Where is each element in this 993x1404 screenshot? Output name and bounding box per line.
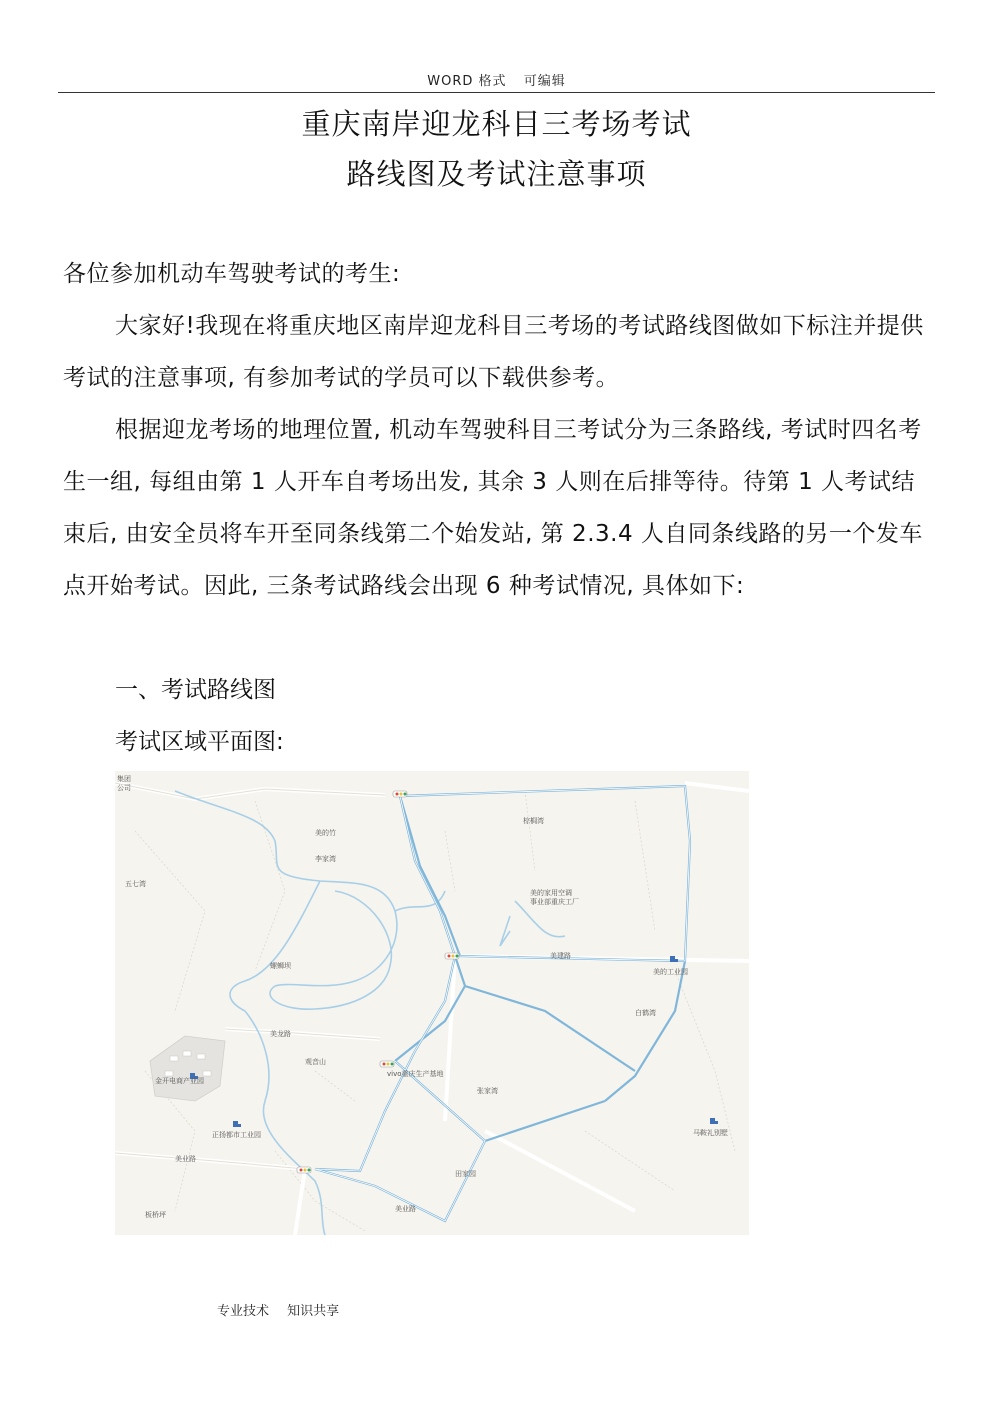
header-divider [58,92,935,93]
header-format-label: WORD 格式 [427,74,507,89]
map-label: 美的工业园 [653,968,688,976]
traffic-light-icon [380,1061,394,1067]
section-heading-area-plan: 考试区域平面图: [115,729,284,755]
map-label: 李家湾 [315,855,336,863]
header-edit-label: 可编辑 [523,74,566,89]
section-heading-route-map: 一、考试路线图 [115,677,276,703]
footer-right-text: 知识共享 [287,1304,340,1319]
greeting-text: 各位参加机动车驾驶考试的考生: [63,261,401,287]
map-label: 棕榈湾 [523,817,544,825]
map-label: 张家湾 [477,1087,498,1095]
map-label: 集团 [117,775,131,783]
map-label: 金开电商产业园 [155,1077,204,1085]
map-label: 观音山 [305,1058,326,1066]
exam-area-map [115,771,749,1235]
map-label: 板桥坪 [145,1211,166,1219]
map-label: 田家园 [455,1170,476,1178]
map-label: 美业路 [395,1205,416,1213]
route-description-paragraph: 根据迎龙考场的地理位置, 机动车驾驶科目三考试分为三条路线, 考试时四名考生一组, 每组由第 1 人开车自考场出发, 其余 3 人则在后排等待。待第 1 人考试结束后, 由安全员将车开至同条线第二个始发站, 第 2.3.4 人自同条线路的另一个发车点开始考试。因此, 三条考试路线会出现 6 种考试情况, 具体如下: [63,417,923,599]
map-label: 正扬都市工业园 [212,1131,261,1139]
map-label: 公司 [117,784,131,792]
map-label: 螺蛳坝 [270,962,291,970]
map-label: 美龙路 [270,1030,291,1038]
map-label: 马鞍礼别墅 [693,1129,728,1137]
map-label: 美业路 [175,1155,196,1163]
document-title-line2: 路线图及考试注意事项 [346,157,647,191]
document-title-line1: 重庆南岸迎龙科目三考场考试 [301,107,692,141]
map-background [115,771,749,1235]
map-label: 白鹤湾 [635,1009,656,1017]
map-label: 美的家用空调 [530,889,572,897]
traffic-light-icon [297,1167,311,1173]
map-label: 五七湾 [125,880,146,888]
traffic-light-icon [393,791,407,797]
map-label: vivo重庆生产基地 [387,1070,444,1078]
traffic-light-icon [445,953,459,959]
page-header [0,70,993,89]
map-label: 美的竹 [315,829,336,837]
intro-paragraph: 大家好!我现在将重庆地区南岸迎龙科目三考场的考试路线图做如下标注并提供考试的注意事项, 有参加考试的学员可以下载供参考。 [63,313,924,391]
map-label: 美建路 [550,952,571,960]
page-footer [217,1300,353,1319]
footer-left-text: 专业技术 [217,1304,270,1319]
map-label: 事业部重庆工厂 [530,898,579,906]
